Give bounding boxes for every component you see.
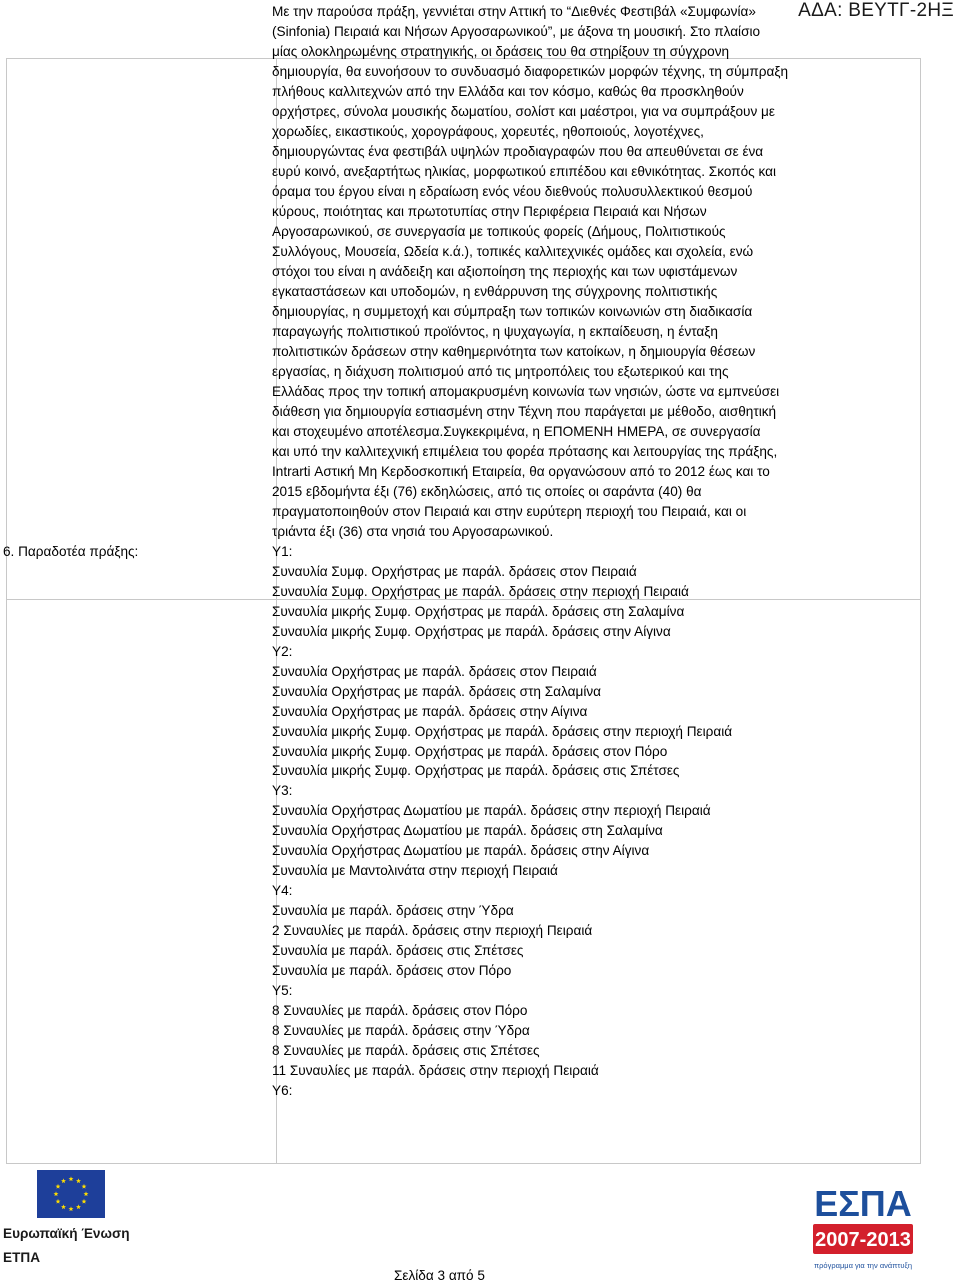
description-line: και υπό την καλλιτεχνική επιμέλεια του φορέα πρότασης και λειτουργίας της πράξης, (272, 444, 778, 459)
description-line: εργασίας, η διάχυση πολιτισμού από τις μητροπόλεις του εξωτερικού και της (272, 364, 729, 379)
deliverable-item: Συναυλία μικρής Συμφ. Ορχήστρας με παράλ. δράσεις στον Πόρο (272, 743, 668, 759)
deliverable-item: Συναυλία μικρής Συμφ. Ορχήστρας με παράλ. δράσεις στην περιοχή Πειραιά (272, 723, 733, 739)
eu-star (84, 1191, 89, 1196)
description-line: πραγματοποιηθούν στον Πειραιά και στην ευρύτερη περιοχή του Πειραιά, και οι (272, 504, 747, 519)
deliverable-item: Συναυλία Ορχήστρας με παράλ. δράσεις στην Αίγινα (272, 703, 588, 719)
description-line: δημιουργώντας ένα φεστιβάλ υψηλών προδιαγραφών που θα απευθύνεται σε ένα (272, 144, 764, 159)
espa-tagline: πρόγραμμα για την ανάπτυξη (813, 1261, 913, 1270)
description-line: δημιουργίας, η συμμετοχή και σύμπραξη των τοπικών κοινωνιών στη διαδικασία (272, 304, 753, 319)
deliverables-list (272, 542, 912, 1101)
description-line: (Sinfonia) Πειραιά και Νήσων Αργοσαρωνικού”, με άξονα τη μουσική. Στο πλαίσιο (272, 24, 761, 39)
deliverable-item: Συναυλία μικρής Συμφ. Ορχήστρας με παράλ. δράσεις στις Σπέτσες (272, 763, 680, 779)
eu-star (76, 1178, 81, 1183)
eu-star (54, 1191, 59, 1196)
description-line: κύρους, ποιότητας και πρωτοτυπίας στην Περιφέρεια Πειραιά και Νήσων (272, 204, 707, 219)
description-line: Αργοσαρωνικού, σε συνεργασία με τοπικούς φορείς (Δήμους, Πολιτιστικούς (272, 224, 726, 239)
fund-name: ΕΤΠΑ (3, 1250, 41, 1265)
deliverable-item: Συναυλία με Μαντολινάτα στην περιοχή Πειραιά (272, 863, 558, 879)
deliverable-item: 8 Συναυλίες με παράλ. δράσεις στον Πόρο (272, 1002, 528, 1018)
description-line: εγκαταστάσεων και υποδομών, η ενθάρρυνση της σύγχρονης πολιτιστικής (272, 284, 718, 299)
eu-star (61, 1204, 66, 1209)
deliverables-label: 6. Παραδοτέα πράξης: (3, 544, 139, 559)
deliverable-heading: Υ2: (272, 643, 293, 659)
deliverable-item: 8 Συναυλίες με παράλ. δράσεις στην Ύδρα (272, 1022, 530, 1038)
description-line: πλήθους καλλιτεχνών από την Ελλάδα και τον κόσμο, καθώς θα προσκληθούν (272, 84, 744, 99)
description-line: διάθεση για δημιουργία εστιασμένη στην Τέχνη που παράγεται με μέθοδο, αισθητική (272, 404, 777, 419)
eu-star (56, 1184, 61, 1189)
deliverable-heading: Υ3: (272, 783, 293, 799)
deliverable-item: Συναυλία με παράλ. δράσεις στις Σπέτσες (272, 943, 524, 959)
deliverable-item: Συναυλία Ορχήστρας Δωματίου με παράλ. δράσεις στην Αίγινα (272, 843, 650, 859)
description-line: μίας ολοκληρωμένης στρατηγικής, οι δράσεις του θα στηρίξουν τη σύγχρονη (272, 44, 730, 59)
deliverable-item: 8 Συναυλίες με παράλ. δράσεις στις Σπέτσες (272, 1042, 540, 1058)
eu-star (76, 1204, 81, 1209)
description-line: Συλλόγους, Μουσεία, Ωδεία κ.ά.), τοπικές καλλιτεχνικές ομάδες και σχολεία, ενώ (272, 244, 754, 259)
description-line: και στοχευμένο αποτέλεσμα.Συγκεκριμένα, η ΕΠΟΜΕΝΗ ΗΜΕΡΑ, σε συνεργασία (272, 424, 761, 439)
page-number: Σελίδα 3 από 5 (394, 1268, 485, 1283)
eu-stars-icon (37, 1170, 105, 1218)
description-line: Intrarti Αστική Μη Κερδοσκοπική Εταιρεία, θα οργανώσουν από το 2012 έως και το (272, 464, 770, 479)
deliverable-item: Συναυλία μικρής Συμφ. Ορχήστρας με παράλ. δράσεις στην Αίγινα (272, 623, 671, 639)
description-line: Ελλάδας προς την τοπική απομακρυσμένη κοινωνία των νησιών, ώστε να εμπνεύσει (272, 384, 780, 399)
project-description (272, 2, 912, 542)
deliverable-item: Συναυλία Συμφ. Ορχήστρας με παράλ. δράσεις στην περιοχή Πειραιά (272, 583, 689, 599)
eu-caption (3, 1222, 130, 1270)
description-line: ορχήστρες, σύνολα μουσικής δωματίου, σολίστ και μαέστροι, για να συμπράξουν με (272, 104, 775, 119)
espa-logo (811, 1176, 915, 1276)
description-line: χορωδίες, εικαστικούς, χορογράφους, χορευτές, ηθοποιούς, λογοτέχνες, (272, 124, 704, 139)
espa-years-text: 2007-2013 (815, 1229, 911, 1251)
deliverable-item: 11 Συναυλίες με παράλ. δράσεις στην περιοχή Πειραιά (272, 1062, 599, 1078)
ada-code: ΑΔΑ: ΒΕΥΤΓ-2ΗΞ (798, 0, 954, 21)
description-line: Με την παρούσα πράξη, γεννιέται στην Αττική το “Διεθνές Φεστιβάλ «Συμφωνία» (272, 4, 756, 19)
eu-star (69, 1176, 74, 1181)
deliverable-item: Συναυλία Συμφ. Ορχήστρας με παράλ. δράσεις στον Πειραιά (272, 563, 637, 579)
deliverable-item: Συναυλία Ορχήστρας με παράλ. δράσεις στον Πειραιά (272, 663, 597, 679)
eu-star (69, 1206, 74, 1211)
eu-star (82, 1199, 87, 1204)
eu-star (61, 1178, 66, 1183)
description-line: παραγωγής πολιτιστικού προϊόντος, η ψυχαγωγία, η εκπαίδευση, η ένταξη (272, 324, 718, 339)
description-line: στόχοι του είναι η ανάδειξη και αξιοποίηση της περιοχής και των υφιστάμενων (272, 264, 738, 279)
deliverable-item: Συναυλία με παράλ. δράσεις στον Πόρο (272, 963, 512, 979)
eu-star (82, 1184, 87, 1189)
deliverable-item: Συναυλία μικρής Συμφ. Ορχήστρας με παράλ. δράσεις στη Σαλαμίνα (272, 603, 685, 619)
description-line: ευρύ κοινό, ανεξαρτήτως ηλικίας, μορφωτικού επιπέδου και εθνικότητας. Σκοπός και (272, 164, 776, 179)
eu-flag-logo (37, 1170, 105, 1218)
deliverable-heading: Υ6: (272, 1082, 293, 1098)
deliverable-heading: Υ1: (272, 544, 293, 559)
eu-star (56, 1199, 61, 1204)
description-line: όραμα του έργου είναι η εδραίωση ενός νέου διεθνούς πολυσυλλεκτικού θεσμού (272, 184, 753, 199)
description-line: δημιουργία, θα ευνοήσουν το συνδυασμό διαφορετικών μορφών τέχνης, τη σύμπραξη (272, 64, 789, 79)
deliverable-item: Συναυλία Ορχήστρας Δωματίου με παράλ. δράσεις στη Σαλαμίνα (272, 823, 663, 839)
deliverable-item: Συναυλία Ορχήστρας Δωματίου με παράλ. δράσεις στην περιοχή Πειραιά (272, 803, 711, 819)
deliverable-item: Συναυλία με παράλ. δράσεις στην Ύδρα (272, 903, 514, 919)
deliverable-heading: Υ5: (272, 982, 293, 998)
deliverable-heading: Υ4: (272, 883, 293, 899)
espa-logo-text: ΕΣΠΑ (814, 1183, 912, 1224)
description-line: 2015 εβδομήντα έξι (76) εκδηλώσεις, από τις οποίες οι σαράντα (40) θα (272, 484, 702, 499)
deliverable-item: 2 Συναυλίες με παράλ. δράσεις στην περιοχή Πειραιά (272, 923, 593, 939)
deliverable-item: Συναυλία Ορχήστρας με παράλ. δράσεις στη Σαλαμίνα (272, 683, 601, 699)
description-line: τριάντα έξι (36) στα νησιά του Αργοσαρωνικού. (272, 524, 554, 539)
description-line: πολιτιστικών δράσεων στην καθημερινότητα των κατοίκων, η δημιουργία θέσεων (272, 344, 756, 359)
eu-name: Ευρωπαϊκή Ένωση (3, 1226, 130, 1241)
